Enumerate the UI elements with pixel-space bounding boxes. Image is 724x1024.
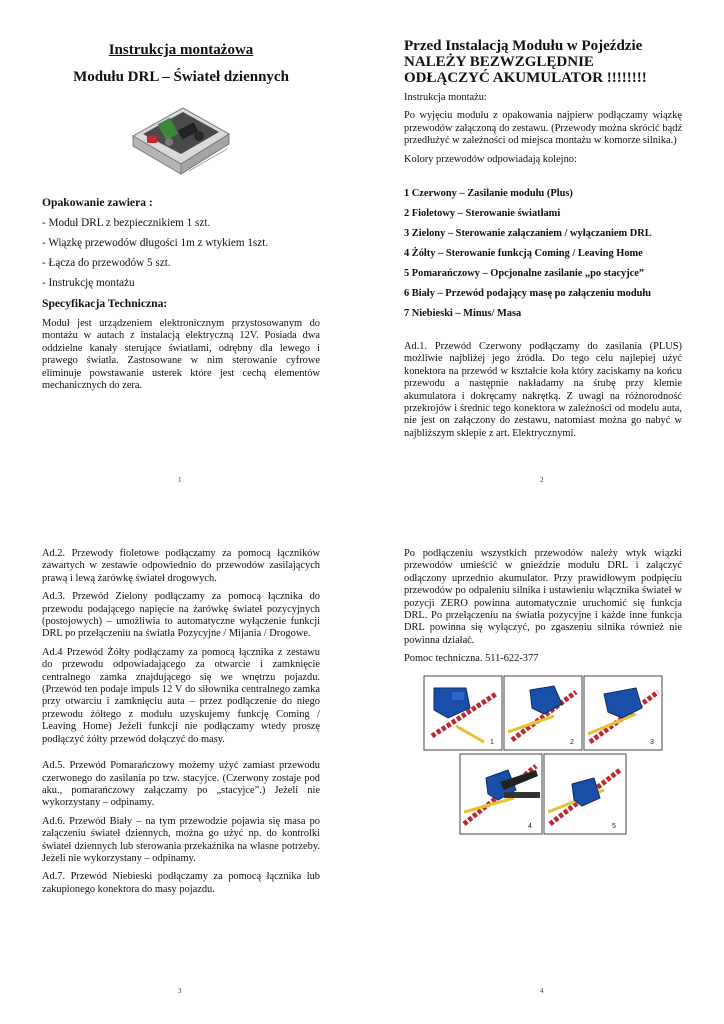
ad2-text: Ad.2. Przewody fioletowe podłączamy za pomocą łączników zawartych w zestawie odpowiednio do przewodów zasilających prawą i lewą żarówkę świateł drogowych. <box>42 548 320 584</box>
page-3 <box>42 548 320 902</box>
page-number: 1 <box>178 476 182 484</box>
step-label: 4 <box>528 822 532 830</box>
wire-color-item: 2 Fioletowy – Sterowanie światłami <box>404 208 561 220</box>
package-item: - Łącza do przewodów 5 szt. <box>42 257 171 269</box>
page-1 <box>42 38 320 398</box>
page-number: 3 <box>178 987 182 995</box>
ad7-text: Ad.7. Przewód Niebieski podłączamy za pomocą łącznika lub zakupionego konektora do masy pojazdu. <box>42 871 320 895</box>
package-item: - Instrukcję montażu <box>42 277 135 289</box>
wire-color-item: 7 Niebieski – Minus/ Masa <box>404 308 522 320</box>
package-item: - Wiązkę przewodów długości 1m z wtykiem 1szt. <box>42 237 269 249</box>
package-item: - Moduł DRL z bezpiecznikiem 1 szt. <box>42 217 211 229</box>
page-number: 4 <box>540 987 544 995</box>
warning-heading <box>404 38 682 86</box>
page-2 <box>404 38 682 446</box>
wire-color-item: 1 Czerwony – Zasilanie modułu (Plus) <box>404 188 573 200</box>
ad1-text: Ad.1. Przewód Czerwony podłączamy do zasilania (PLUS) możliwie najbliżej jego źródła. Do tego celu najlepiej użyć konektora na przewód w kształcie koła który zaciskamy na końcu przewodu a następnie nakładamy na śrubę przy klemie akumulatora i dokręcamy nakrętką. Z uwagi na różnorodność przekrojów i średnic tego konektora w zależności od modelu auta, nie jest on załączony do zestawu, natomiast można go nabyć w najbliższym sklepie z art. Elektrycznymi. <box>404 341 682 439</box>
instruction-intro: Po wyjęciu modułu z opakowania najpierw podłączamy wiązkę przewodów załączoną do zestawu. (Przewody można skrócić bądź przedłużyć w zależności od miejsca montażu w komorze silnika.) <box>404 110 682 147</box>
manual-title: Instrukcja montażowa <box>108 42 254 58</box>
spec-text: Moduł jest urządzeniem elektronicznym przystosowanym do montażu w autach z instalacją elektryczną 12V. Posiada dwa oddzielne kanały sterujące światłami, odrębny dla lewego i prawego światła. Zastosowane w nim sterowanie cyfrowe eliminuje powstawanie usterek które jest cechą elementów mechanicznych do zera. <box>42 318 320 392</box>
colors-intro: Kolory przewodów odpowiadają kolejno: <box>404 153 577 165</box>
manual-subtitle: Modułu DRL – Świateł dziennych <box>73 69 289 85</box>
instruction-label: Instrukcja montażu: <box>404 92 487 103</box>
warning-line: NALEŻY BEZWZGLĘDNIE <box>404 54 594 70</box>
spec-heading: Specyfikacja Techniczna: <box>42 297 168 310</box>
page-number: 2 <box>540 476 544 484</box>
wire-color-item: 4 Żółty – Sterowanie funkcją Coming / Leaving Home <box>404 248 643 260</box>
ad6-text: Ad.6. Przewód Biały – na tym przewodzie pojawia się masa po załączeniu świateł dziennych, można go użyć np. do kontrolki świateł dziennych lub sterowania przekaźnika na własne potrzeby. Jeżeli nie wykorzystany – odpinamy. <box>42 815 320 864</box>
wire-color-item: 6 Biały – Przewód podający masę po załączeniu modułu <box>404 288 652 300</box>
wire-color-item: 3 Zielony – Sterowanie załączaniem / wyłączaniem DRL <box>404 228 652 240</box>
ad3-text: Ad.3. Przewód Zielony podłączamy za pomocą łącznika do przewodu podającego napięcie na żarówkę świateł pozycyjnych (postojowych) – umożliwia to automatyczne wyłączenie funkcji DRL po przełączeniu na światła Pozycyjne / Mijania / Drogowe. <box>42 591 320 640</box>
page-4 <box>404 548 682 844</box>
step-label: 3 <box>650 738 654 746</box>
ad5-text: Ad.5. Przewód Pomarańczowy możemy użyć zamiast przewodu czerwonego do zasilania po tzw. stacyjce. (Czerwony zostaje pod aku., pomarańczowy załączamy po „stacyjce”.) Jeżeli nie wykorzystany – odpinamy. <box>42 760 320 809</box>
ad4-text: Ad.4 Przewód Żółty podłączamy za pomocą łącznika z zestawu do przewodu odpowiadającego za otwarcie i zamknięcie centralnego zamka znajdującego się we wnętrzu pojazdu. (Przewód ten podaje impuls 12 V do siłownika centralnego zamka przy otwarciu i zamknięciu auta – przez podłączenie do niego przewodu żółtego z modułu uzyskujemy funkcję Coming / Leaving Home) Jeżeli funkcji nie podłączamy wtedy proszę podłączyć żółty przewód dołączyć do masy. <box>42 646 320 745</box>
drl-module-photo <box>125 96 237 182</box>
warning-line: Przed Instalacją Modułu w Pojeździe <box>404 38 643 54</box>
step-label: 2 <box>570 738 574 746</box>
step-label: 1 <box>490 738 494 746</box>
warning-line: ODŁĄCZYĆ AKUMULATOR !!!!!!!! <box>404 70 647 86</box>
final-instructions: Po podłączeniu wszystkich przewodów należy wtyk wiązki przewodów umieścić w gnieździe modułu DRL i załączyć odłączony uprzednio akumulator. Przy prawidłowym podpięciu przewodów po odpaleniu silnika i ustawieniu włącznika świateł w pozycji ZERO powinna automatycznie uruchomić się funkcja DRL. Po przełączeniu na światła pozycyjne i każde inne funkcja DRL powinna się wyłączyć, po zgaszeniu silnika również nie powinna działać. <box>404 548 682 646</box>
tech-support: Pomoc techniczna. 511-622-377 <box>404 653 539 665</box>
step-label: 5 <box>612 822 616 830</box>
package-heading: Opakowanie zawiera : <box>42 196 153 209</box>
connector-instruction-diagram <box>404 674 682 844</box>
wire-color-item: 5 Pomarańczowy – Opcjonalne zasilanie „po stacyjce” <box>404 268 645 280</box>
